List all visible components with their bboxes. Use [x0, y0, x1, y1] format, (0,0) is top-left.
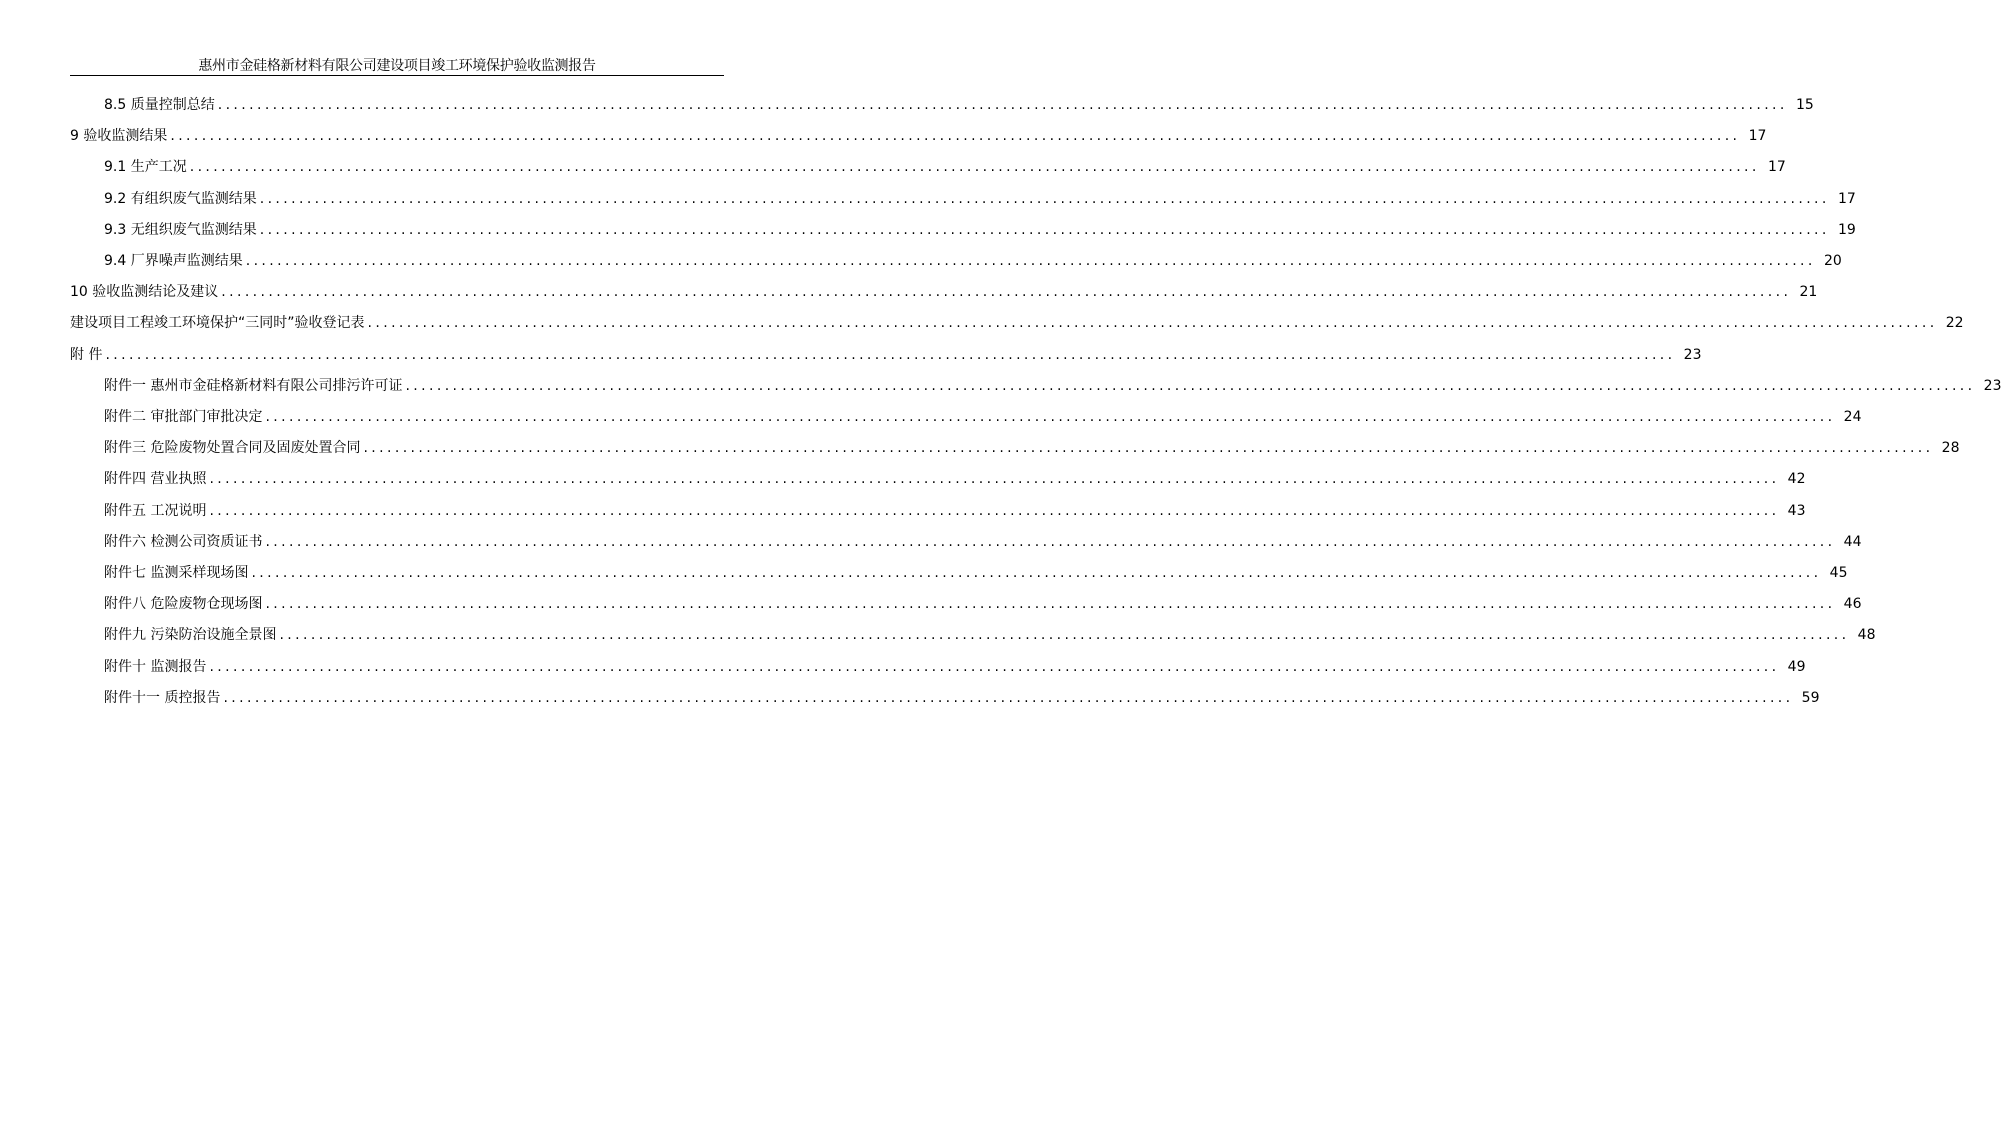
toc-entry-page: 45	[1829, 565, 1848, 581]
toc-entry-label: 附件十一 质控报告	[104, 689, 221, 706]
toc-entry-page: 22	[1945, 315, 1964, 332]
toc-entry-label: 附件十 监测报告	[104, 658, 207, 675]
toc-leader-dots: ........................................................................................................................................................................................................	[259, 190, 1830, 207]
toc-leader-dots: ........................................................................................................................................................................................................	[209, 502, 1780, 519]
toc-entry-page: 21	[1799, 284, 1818, 301]
toc-leader-dots: ........................................................................................................................................................................................................	[367, 315, 1938, 332]
toc-entry-page: 44	[1843, 533, 1862, 550]
toc-entry[interactable]	[104, 155, 1786, 179]
toc-entry[interactable]	[104, 187, 1856, 211]
toc-entry-page: 17	[1837, 190, 1856, 207]
toc-entry-label: 8.5 质量控制总结	[104, 97, 215, 113]
toc-entry-page: 23	[1683, 346, 1702, 363]
toc-entry-page: 15	[1795, 97, 1814, 113]
toc-entry[interactable]	[70, 311, 1964, 335]
toc-entry-page: 23	[1983, 377, 2002, 394]
toc-entry[interactable]	[104, 93, 1814, 117]
toc-entry-label: 9 验收监测结果	[70, 128, 168, 145]
toc-entry-label: 9.4 厂界噪声监测结果	[104, 253, 243, 269]
toc-entry[interactable]	[104, 623, 1876, 647]
toc-entry[interactable]	[104, 686, 1820, 710]
toc-leader-dots: ........................................................................................................................................................................................................	[217, 97, 1788, 113]
toc-entry-label: 建设项目工程竣工环境保护“三同时”验收登记表	[70, 315, 365, 332]
toc-leader-dots: ........................................................................................................................................................................................................	[223, 689, 1794, 706]
toc-entry[interactable]	[70, 343, 1702, 367]
toc-entry-label: 附件四 营业执照	[104, 471, 207, 488]
toc-entry[interactable]	[104, 592, 1862, 616]
toc-entry-label: 10 验收监测结论及建议	[70, 284, 219, 301]
toc-entry[interactable]	[104, 218, 1856, 242]
toc-entry-page: 49	[1787, 658, 1806, 675]
toc-leader-dots: ........................................................................................................................................................................................................	[221, 284, 1792, 301]
toc-entry[interactable]	[70, 280, 1818, 304]
toc-leader-dots: ........................................................................................................................................................................................................	[405, 377, 1976, 394]
toc-entry-label: 9.2 有组织废气监测结果	[104, 190, 257, 207]
toc-entry-label: 附件七 监测采样现场图	[104, 565, 249, 581]
toc-entry-label: 9.3 无组织废气监测结果	[104, 221, 257, 238]
toc-entry-label: 9.1 生产工况	[104, 159, 187, 176]
toc-entry[interactable]	[104, 561, 1848, 585]
toc-entry-page: 59	[1801, 689, 1820, 706]
toc-leader-dots: ........................................................................................................................................................................................................	[279, 627, 1850, 644]
toc-leader-dots: ........................................................................................................................................................................................................	[105, 346, 1676, 363]
toc-entry-label: 附 件	[70, 346, 103, 363]
toc-entry-page: 24	[1843, 409, 1862, 425]
toc-entry[interactable]	[104, 655, 1806, 679]
toc-leader-dots: ........................................................................................................................................................................................................	[251, 565, 1822, 581]
toc-entry-page: 48	[1857, 627, 1876, 644]
toc-entry-label: 附件五 工况说明	[104, 502, 207, 519]
toc-entry[interactable]	[70, 124, 1767, 148]
toc-entry[interactable]	[104, 467, 1806, 491]
toc-entry-label: 附件二 审批部门审批决定	[104, 409, 263, 425]
header-title: 惠州市金硅格新材料有限公司建设项目竣工环境保护验收监测报告	[198, 58, 596, 74]
toc-entry-label: 附件九 污染防治设施全景图	[104, 627, 277, 644]
toc-entry[interactable]	[104, 405, 1862, 429]
toc-leader-dots: ........................................................................................................................................................................................................	[245, 253, 1816, 269]
toc-entry-label: 附件八 危险废物仓现场图	[104, 596, 263, 613]
toc-leader-dots: ........................................................................................................................................................................................................	[209, 471, 1780, 488]
toc-entry-label: 附件三 危险废物处置合同及固废处置合同	[104, 440, 361, 457]
toc-entry-page: 46	[1843, 596, 1862, 613]
header-divider	[70, 75, 724, 76]
toc-entry-page: 20	[1823, 253, 1842, 269]
toc-entry[interactable]	[104, 436, 1960, 460]
toc-entry-page: 42	[1787, 471, 1806, 488]
toc-entry[interactable]	[104, 499, 1806, 523]
toc-entry[interactable]	[104, 530, 1862, 554]
toc-entry-page: 28	[1941, 440, 1960, 457]
toc-leader-dots: ........................................................................................................................................................................................................	[209, 658, 1780, 675]
toc-leader-dots: ........................................................................................................................................................................................................	[259, 221, 1830, 238]
toc-leader-dots: ........................................................................................................................................................................................................	[189, 159, 1760, 176]
toc-entry[interactable]	[104, 249, 1842, 273]
toc-entry-label: 附件一 惠州市金硅格新材料有限公司排污许可证	[104, 377, 403, 394]
toc-entry-page: 43	[1787, 502, 1806, 519]
toc-leader-dots: ........................................................................................................................................................................................................	[170, 128, 1741, 145]
toc-leader-dots: ........................................................................................................................................................................................................	[265, 596, 1836, 613]
toc-entry-page: 19	[1837, 221, 1856, 238]
toc-entry-page: 17	[1748, 128, 1767, 145]
toc-leader-dots: ........................................................................................................................................................................................................	[265, 533, 1836, 550]
running-header	[70, 56, 724, 76]
toc-entry-page: 17	[1767, 159, 1786, 176]
toc-leader-dots: ........................................................................................................................................................................................................	[265, 409, 1836, 425]
toc-leader-dots: ........................................................................................................................................................................................................	[363, 440, 1934, 457]
toc-entry[interactable]	[104, 374, 2002, 398]
toc-entry-label: 附件六 检测公司资质证书	[104, 533, 263, 550]
